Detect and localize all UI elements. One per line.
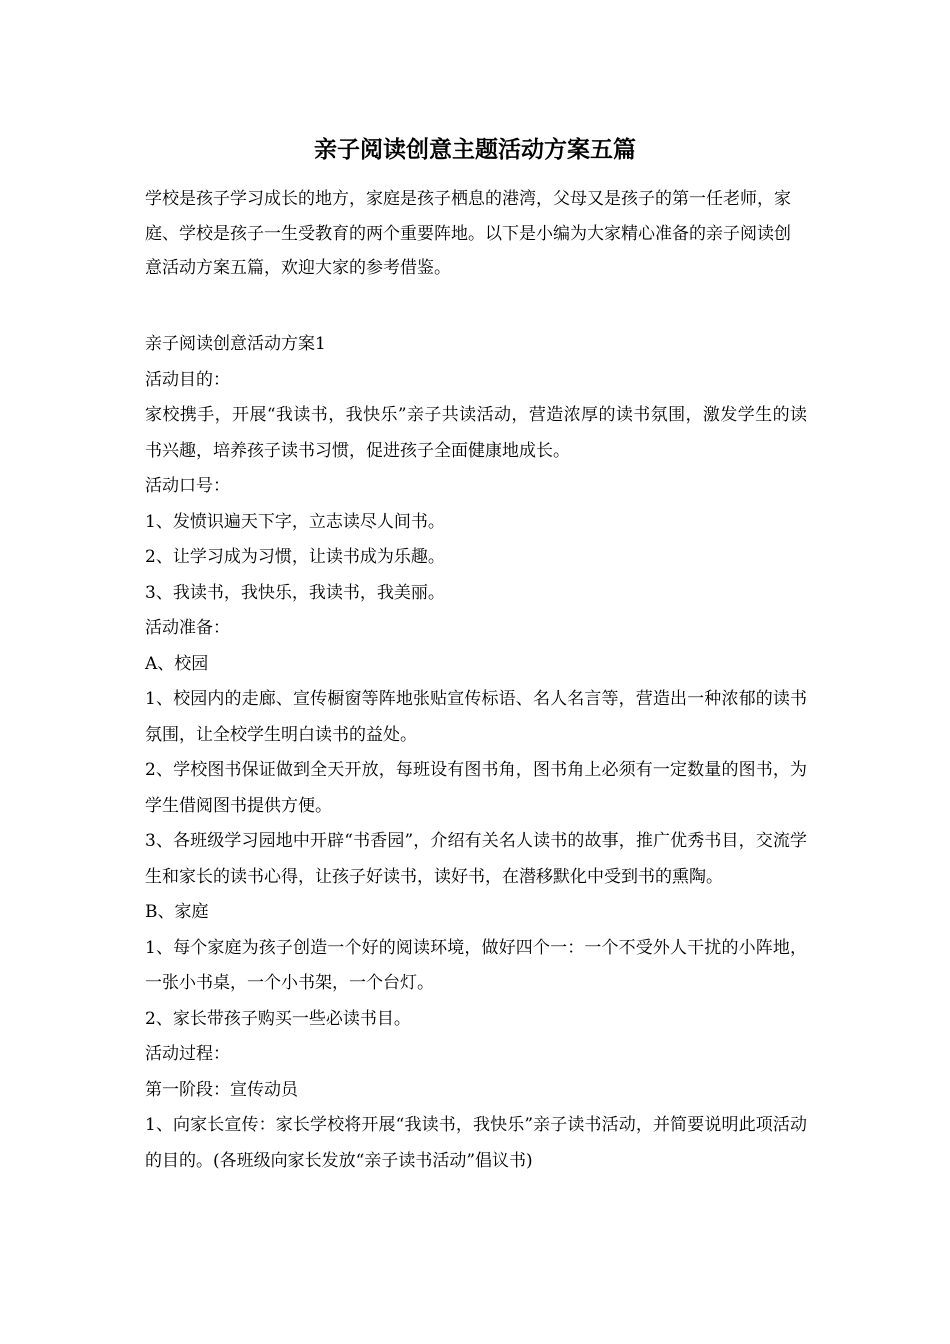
list-item: 1、向家长宣传：家长学校将开展“我读书，我快乐”亲子读书活动，并简要说明此项活动的目的。(各班级向家长发放“亲子读书活动”倡议书): [145, 1115, 807, 1171]
paragraph: 第一阶段：宣传动员: [145, 1079, 298, 1100]
list-item: 3、各班级学习园地中开辟“书香园”，介绍有关名人读书的故事，推广优秀书目，交流学生和家长的读书心得，让孩子好读书，读好书，在潜移默化中受到书的熏陶。: [145, 831, 807, 887]
paragraph: 活动目的：: [145, 369, 230, 390]
list-item: 1、发愤识遍天下字，立志读尽人间书。: [145, 511, 445, 532]
paragraph: 活动过程：: [145, 1044, 230, 1064]
list-item: 2、家长带孩子购买一些必读书目。: [145, 1008, 411, 1029]
list-item: 2、让学习成为习惯，让读书成为乐趣。: [145, 547, 445, 567]
section-heading: 亲子阅读创意活动方案1: [145, 334, 326, 354]
list-item: 1、校园内的走廊、宣传橱窗等阵地张贴宣传标语、名人名言等，营造出一种浓郁的读书氛围，让全校学生明白读书的益处。: [145, 689, 807, 745]
list-item: 1、每个家庭为孩子创造一个好的阅读环境，做好四个一：一个不受外人干扰的小阵地，一张小书桌，一个小书架，一个台灯。: [145, 937, 807, 993]
document-title: 亲子阅读创意主题活动方案五篇: [314, 136, 636, 163]
paragraph: B、家庭: [145, 902, 209, 922]
list-item: 3、我读书，我快乐，我读书，我美丽。: [145, 582, 445, 603]
paragraph: A、校园: [145, 653, 209, 674]
paragraph: 活动准备：: [145, 618, 230, 638]
document-body: [145, 327, 807, 1179]
paragraph: 家校携手，开展“我读书，我快乐”亲子共读活动，营造浓厚的读书氛围，激发学生的读书兴趣，培养孩子读书习惯，促进孩子全面健康地成长。: [145, 405, 807, 461]
intro-paragraph: 学校是孩子学习成长的地方，家庭是孩子栖息的港湾，父母又是孩子的第一任老师，家庭、学校是孩子一生受教育的两个重要阵地。以下是小编为大家精心准备的亲子阅读创意活动方案五篇，欢迎大家的参考借鉴。: [145, 189, 791, 278]
list-item: 2、学校图书保证做到全天开放，每班设有图书角，图书角上必须有一定数量的图书，为学生借阅图书提供方便。: [145, 760, 807, 816]
paragraph: 活动口号：: [145, 476, 230, 496]
